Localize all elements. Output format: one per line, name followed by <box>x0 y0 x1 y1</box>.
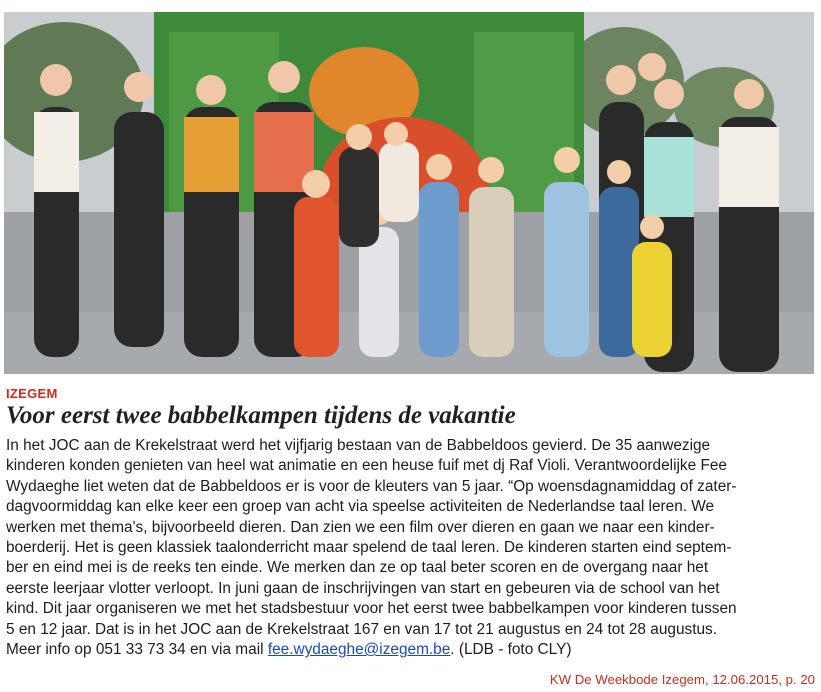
group-photo-illustration <box>4 12 814 374</box>
body-line: ber en eind mei is de reeks ten einde. We merken dan ze op taal beter scoren en de overgang naar het <box>6 559 709 577</box>
email-link[interactable]: fee.wydaeghe@izegem.be <box>267 641 451 659</box>
body-line: dagvoormiddag kan elke keer een groep van acht via speelse activiteiten de Nederlandse taal leren. We <box>6 498 715 516</box>
photo-credit: . (LDB - foto CLY) <box>450 641 572 659</box>
body-line: werken met thema's, bijvoorbeeld dieren. Dan zien we een film over dieren en gaan we naar een kinder- <box>6 518 715 536</box>
body-line: boerderij. Het is geen klassiek taalonderricht maar spelend de taal leren. De kinderen starten eind septem- <box>6 539 732 557</box>
source-citation: KW De Weekbode Izegem, 12.06.2015, p. 20 <box>549 672 815 687</box>
body-line: kind. Dit jaar organiseren we met het stadsbestuur voor het eerst twee babbelkampen voor kinderen tussen <box>6 600 737 618</box>
article-body <box>6 436 810 660</box>
body-line: eerste leerjaar vlotter verloopt. In juni gaan de inschrijvingen van start en gebeuren via de school van het <box>6 579 720 597</box>
article-photo <box>4 12 814 374</box>
body-line: 5 en 12 jaar. Dat is in het JOC aan de Krekelstraat 167 en van 17 tot 21 augustus en 24 tot 28 augustus. <box>6 620 718 638</box>
body-line-contact <box>6 640 810 660</box>
body-line: In het JOC aan de Krekelstraat werd het vijfjarig bestaan van de Babbeldoos gevierd. De 35 aanwezige <box>6 437 711 454</box>
body-line: Wydaeghe liet weten dat de Babbeldoos er is voor de kleuters van 5 jaar. “Op woensdagnamiddag of zater- <box>6 477 737 495</box>
article-headline: Voor eerst twee babbelkampen tijdens de vakantie <box>6 402 516 429</box>
body-line: kinderen konden genieten van heel wat animatie en een heuse fuif met dj Raf Violi. Verantwoordelijke Fee <box>6 457 727 475</box>
section-kicker: IZEGEM <box>6 386 58 401</box>
contact-text: Meer info op 051 33 73 34 en via mail <box>6 641 268 659</box>
